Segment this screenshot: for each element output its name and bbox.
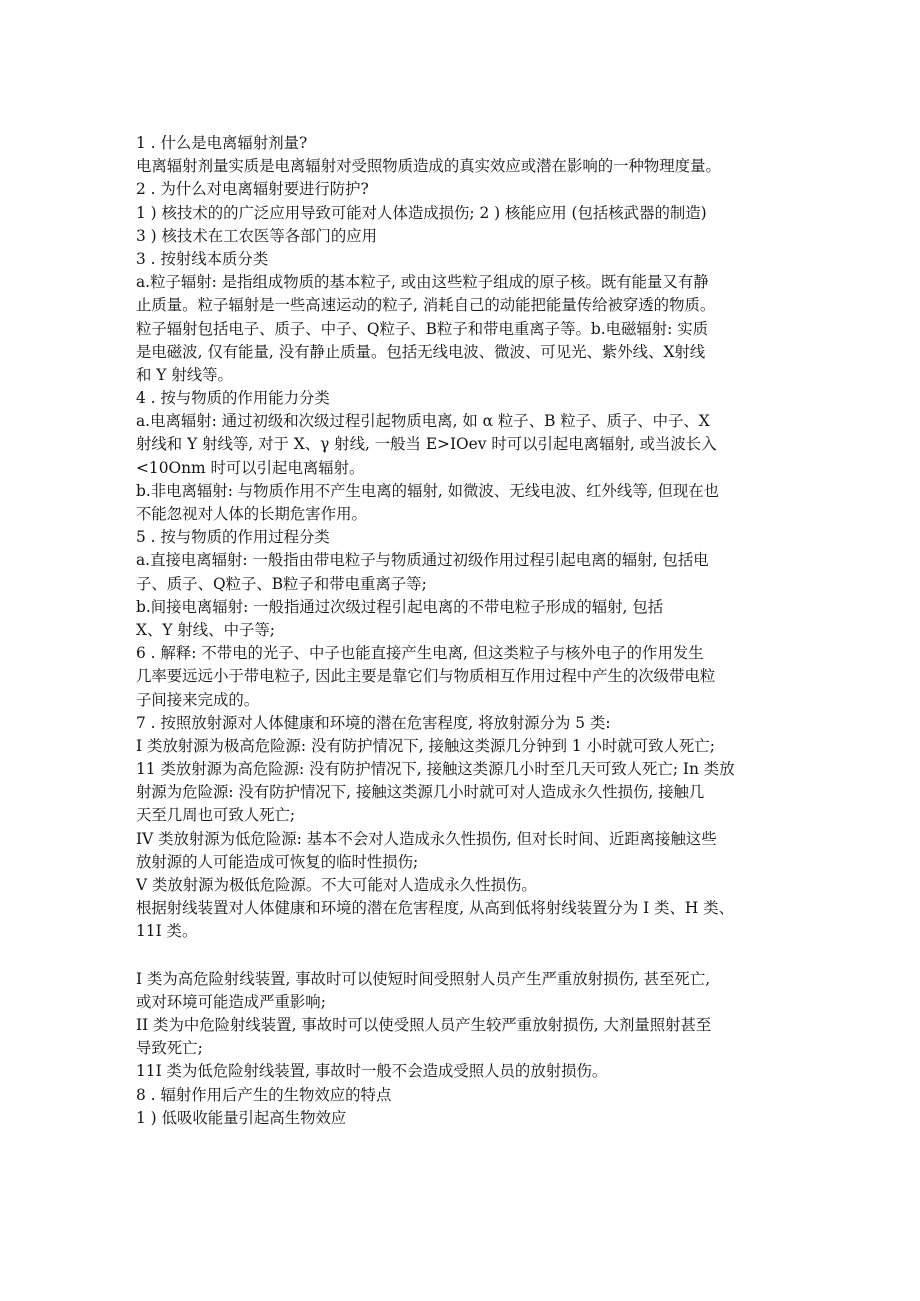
text-line: 电离辐射剂量实质是电离辐射对受照物质造成的真实效应或潜在影响的一种物理度量。 <box>136 157 721 176</box>
text-line: a.粒子辐射: 是指组成物质的基本粒子, 或由这些粒子组成的原子核。既有能量又有静 <box>136 273 709 292</box>
document-page <box>136 132 796 1130</box>
text-line: 子、质子、Q粒子、B粒子和带电重离子等; <box>136 574 427 593</box>
text-line: 子间接来完成的。 <box>136 690 260 709</box>
text-line: 5 . 按与物质的作用过程分类 <box>136 528 330 547</box>
text-line: 和 Y 射线等。 <box>136 365 233 384</box>
text-line: 8 . 辐射作用后产生的生物效应的特点 <box>136 1085 392 1104</box>
text-line: 1 ) 核技术的的广泛应用导致可能对人体造成损伤; 2 ) 核能应用 (包括核武器的制造) <box>136 203 707 222</box>
text-line: <10Onm 时可以引起电离辐射。 <box>136 458 365 477</box>
text-line: 放射源的人可能造成可恢复的临时性损伤; <box>136 852 419 871</box>
text-line: I 类为高危险射线装置, 事故时可以使短时间受照射人员产生严重放射损伤, 甚至死亡, <box>136 969 711 988</box>
text-line: 11 类放射源为高危险源: 没有防护情况下, 接触这类源几小时至几天可致人死亡; In 类放 <box>136 760 735 779</box>
text-line: 11I 类。 <box>136 922 198 941</box>
text-line: 粒子辐射包括电子、质子、中子、Q粒子、B粒子和带电重离子等。b.电磁辐射: 实质 <box>136 319 709 338</box>
text-line: 3 . 按射线本质分类 <box>136 249 269 268</box>
text-line: 射源为危险源: 没有防护情况下, 接触这类源几小时就可对人造成永久性损伤, 接触几 <box>136 783 705 802</box>
text-line: a.直接电离辐射: 一般指由带电粒子与物质通过初级作用过程引起电离的辐射, 包括电 <box>136 551 709 570</box>
text-line: V 类放射源为极低危险源。不大可能对人造成永久性损伤。 <box>136 876 537 894</box>
text-line: 不能忽视对人体的长期危害作用。 <box>136 505 367 523</box>
text-line: 1 ) 低吸收能量引起高生物效应 <box>136 1108 347 1127</box>
text-line: 几率要远远小于带电粒子, 因此主要是靠它们与物质相互作用过程中产生的次级带电粒 <box>136 667 716 686</box>
text-line: IV 类放射源为低危险源: 基本不会对人造成永久性损伤, 但对长时间、近距离接触这些 <box>136 829 717 848</box>
text-line: 天至几周也可致人死亡; <box>136 806 296 825</box>
text-line: 止质量。粒子辐射是一些高速运动的粒子, 消耗自己的动能把能量传给被穿透的物质。 <box>136 296 716 315</box>
text-line: 1 . 什么是电离辐射剂量? <box>136 134 308 152</box>
text-line: I 类放射源为极高危险源: 没有防护情况下, 接触这类源几分钟到 1 小时就可致人死亡; <box>136 736 715 755</box>
text-line: 4 . 按与物质的作用能力分类 <box>136 389 330 408</box>
text-line: X、Y 射线、中子等; <box>136 620 275 639</box>
text-line: II 类为中危险射线装置, 事故时可以使受照人员产生较严重放射损伤, 大剂量照射甚至 <box>136 1015 712 1034</box>
text-line: 射线和 Y 射线等, 对于 X、γ 射线, 一般当 E>IOev 时可以引起电离辐射, 或当波长入 <box>136 435 717 454</box>
text-line: 3 ) 核技术在工农医等各部门的应用 <box>136 226 378 245</box>
text-line: 是电磁波, 仅有能量, 没有静止质量。包括无线电波、微波、可见光、紫外线、X射线 <box>136 342 706 361</box>
text-line: b.非电离辐射: 与物质作用不产生电离的辐射, 如微波、无线电波、红外线等, 但现在也 <box>136 481 720 500</box>
text-line: b.间接电离辐射: 一般指通过次级过程引起电离的不带电粒子形成的辐射, 包括 <box>136 597 664 616</box>
text-line: 6 . 解释: 不带电的光子、中子也能直接产生电离, 但这类粒子与核外电子的作用发生 <box>136 644 704 663</box>
blank-line <box>136 944 796 968</box>
text-line: 导致死亡; <box>136 1039 203 1058</box>
text-line: 7 . 按照放射源对人体健康和环境的潜在危害程度, 将放射源分为 5 类: <box>136 713 611 732</box>
text-line: 或对环境可能造成严重影响; <box>136 992 326 1011</box>
text-line: 2 . 为什么对电离辐射要进行防护? <box>136 180 369 199</box>
text-line: a.电离辐射: 通过初级和次级过程引起物质电离, 如 α 粒子、B 粒子、质子、中子、X <box>136 412 710 431</box>
text-line: 11I 类为低危险射线装置, 事故时一般不会造成受照人员的放射损伤。 <box>136 1062 608 1081</box>
text-line: 根据射线装置对人体健康和环境的潜在危害程度, 从高到低将射线装置分为 I 类、H 类、 <box>136 899 735 918</box>
